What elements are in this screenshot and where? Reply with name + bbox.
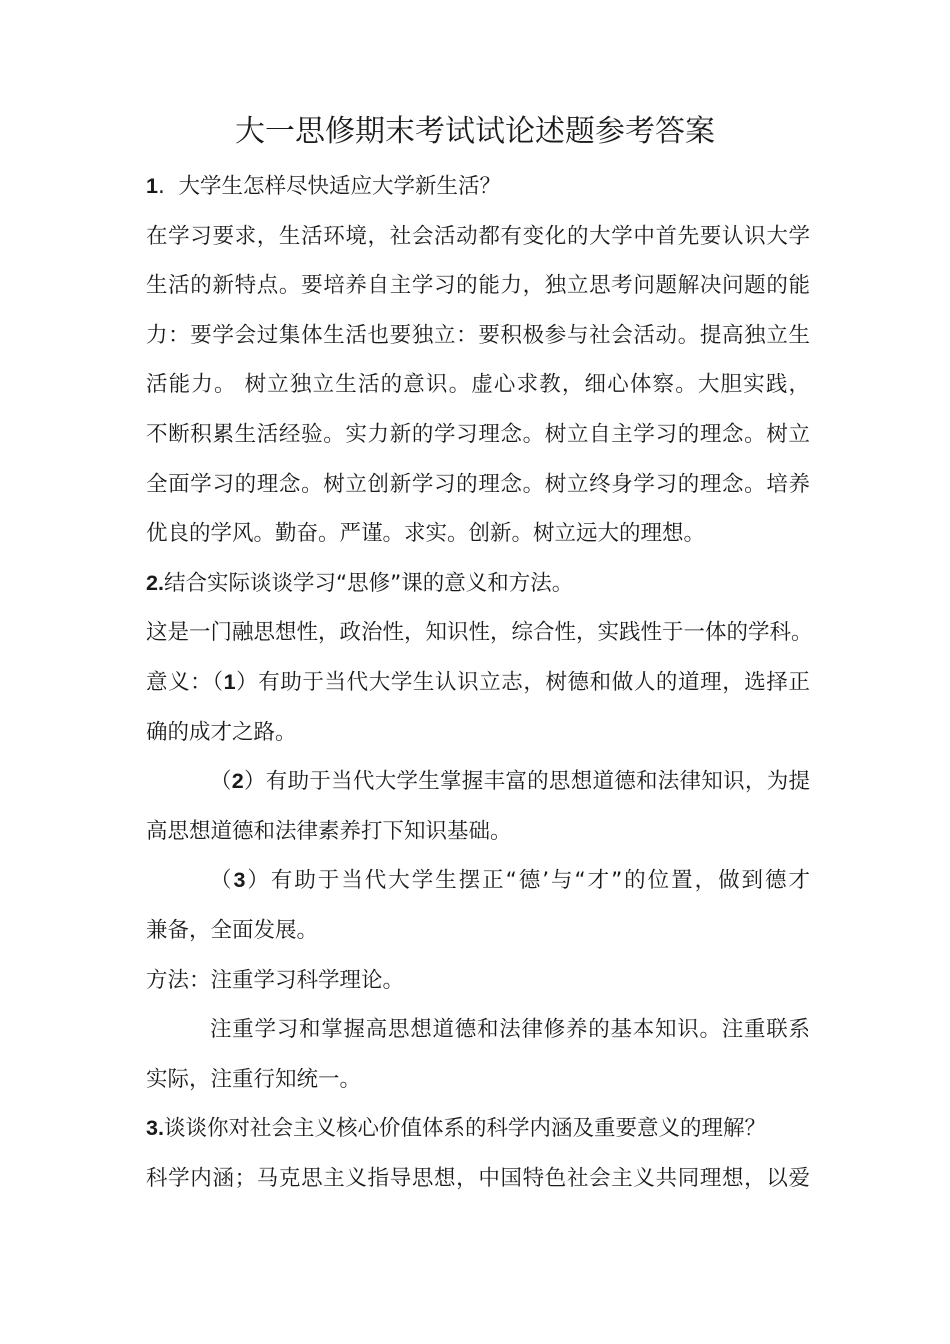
answer-2-point-3 — [146, 856, 810, 906]
question-3-heading — [146, 1104, 810, 1154]
answer-1-line: 活能力。 树立独立生活的意识。虚心求教，细心体察。大胆实践， — [146, 372, 810, 398]
answer-1-line: 全面学习的理念。树立创新学习的理念。树立终身学习的理念。培养 — [146, 471, 810, 497]
point-3-number: 3 — [233, 868, 246, 893]
question-1-text: 大学生怎样尽快适应大学新生活？ — [178, 174, 501, 199]
meaning-item-number: 1 — [223, 669, 236, 694]
question-1-number: 1 — [146, 174, 158, 198]
answer-2-method-2-cont: 实际，注重行知统一。 — [146, 1066, 362, 1092]
answer-2-method: 方法：注重学习科学理论。 — [146, 967, 405, 993]
answer-2-method-2: 注重学习和掌握高思想道德和法律修养的基本知识。注重联系 — [210, 1017, 810, 1043]
point-3-text: ）有助于当代大学生摆正“德’与“才”的位置，做到德才 — [245, 868, 810, 894]
answer-2-intro: 这是一门融思想性，政治性，知识性，综合性，实践性于一体的学科。 — [146, 620, 813, 646]
question-2-number: 2. — [146, 570, 164, 595]
question-1-heading — [146, 162, 810, 212]
answer-2-meaning-line — [146, 658, 810, 708]
question-2-heading — [146, 559, 810, 609]
point-3-open-paren: （ — [210, 868, 234, 894]
document-title: 大一思修期末考试试论述题参考答案 — [235, 114, 715, 149]
question-3-text: 谈谈你对社会主义核心价值体系的科学内涵及重要意义的理解？ — [163, 1116, 766, 1142]
answer-2-point-2-cont: 高思想道德和法律素养打下知识基础。 — [146, 818, 512, 844]
answer-1-line: 优良的学风。勤奋。严谨。求实。创新。树立远大的理想。 — [146, 521, 706, 547]
question-2-text: 结合实际谈谈学习“思修”课的意义和方法。 — [163, 570, 574, 596]
answer-2-point-2 — [146, 757, 810, 807]
answer-1-line: 生活的新特点。要培养自主学习的能力，独立思考问题解决问题的能 — [146, 273, 810, 299]
meaning-prefix: 意义：（ — [146, 669, 224, 695]
answer-1-line: 力：要学会过集体生活也要独立：要积极参与社会活动。提高独立生 — [146, 322, 810, 348]
document-body — [146, 162, 813, 1203]
answer-2-meaning-line: 确的成才之路。 — [146, 719, 297, 745]
point-2-open-paren: （ — [210, 769, 232, 795]
answer-3-line: 科学内涵；马克思主义指导思想，中国特色社会主义共同理想，以爱 — [146, 1165, 810, 1191]
question-3-number: 3. — [146, 1116, 164, 1141]
point-2-text: ）有助于当代大学生掌握丰富的思想道德和法律知识，为提 — [243, 769, 810, 795]
answer-1-line: 不断积累生活经验。实力新的学习理念。树立自主学习的理念。树立 — [146, 421, 810, 447]
meaning-item-text: ）有助于当代大学生认识立志，树德和做人的道理，选择正 — [235, 669, 810, 695]
question-1-separator: . — [157, 174, 165, 199]
point-2-number: 2 — [231, 769, 244, 794]
answer-2-point-3-cont: 兼备，全面发展。 — [146, 917, 319, 943]
answer-1-line: 在学习要求，生活环境，社会活动都有变化的大学中首先要认识大学 — [146, 223, 810, 249]
